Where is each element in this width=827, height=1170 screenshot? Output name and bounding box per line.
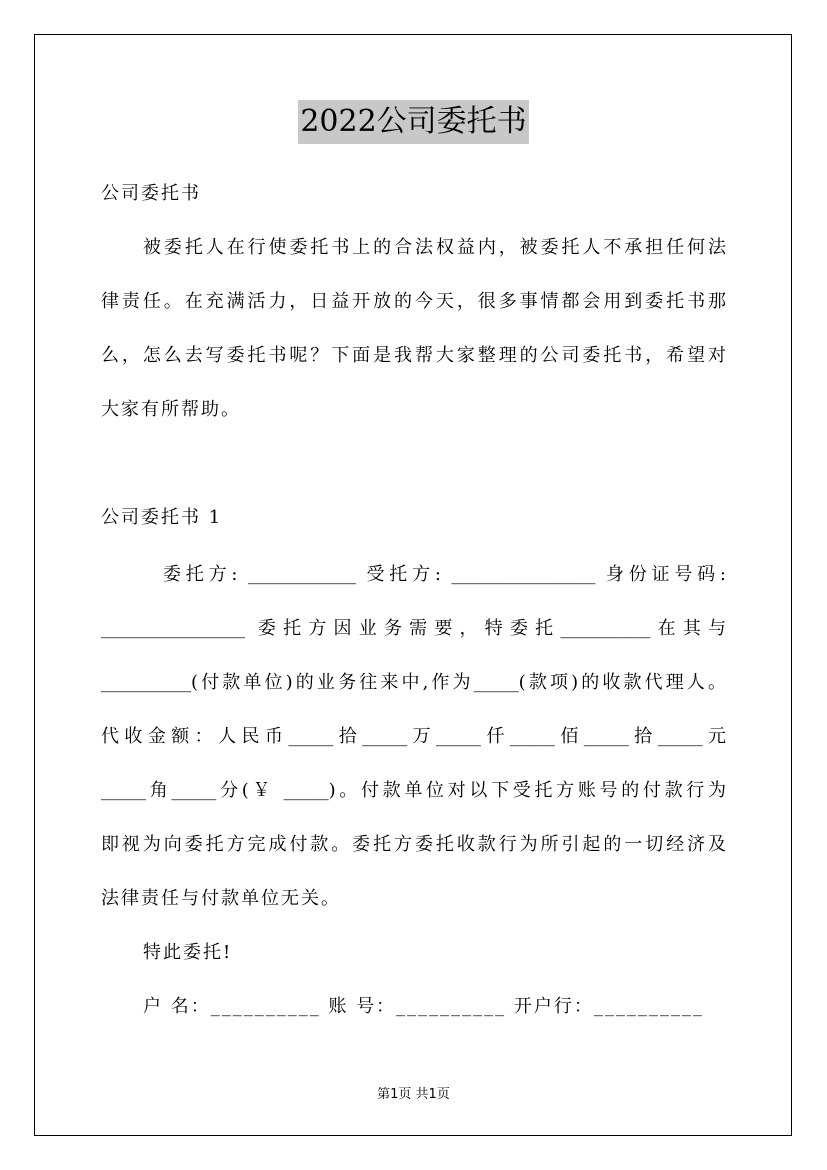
section-line: 委托方: ____________ 受托方: ________________ 身份证号码: (163, 564, 726, 585)
section-line: ________________ 委托方因业务需要，特委托__________在其与 (101, 618, 726, 639)
account-line: 户 名：__________ 账 号：__________ 开户行：__________ (143, 996, 704, 1017)
section-line: _____角_____分(￥ _____)。付款单位对以下受托方账号的付款行为 (101, 780, 726, 801)
section-line: __________(付款单位)的业务往来中,作为_____(款项)的收款代理人。 (101, 672, 726, 693)
section-line: 代收金额：人民币_____拾_____万_____仟_____佰_____拾_____元 (101, 726, 726, 747)
section-heading: 公司委托书 1 (101, 507, 223, 528)
intro-line: 被委托人在行使委托书上的合法权益内，被委托人不承担任何法 (143, 237, 726, 258)
closing-text: 特此委托! (143, 942, 233, 963)
document-title: 2022公司委托书 (298, 100, 528, 144)
intro-line: 大家有所帮助。 (101, 399, 241, 420)
title-wrap (0, 100, 827, 144)
intro-heading: 公司委托书 (101, 183, 201, 204)
page-number: 第1页 共1页 (377, 1087, 450, 1102)
section-line: 法律责任与付款单位无关。 (101, 888, 341, 909)
intro-line: 律责任。在充满活力，日益开放的今天，很多事情都会用到委托书那 (101, 291, 726, 312)
intro-line: 么，怎么去写委托书呢？下面是我帮大家整理的公司委托书，希望对 (101, 345, 726, 366)
section-line: 即视为向委托方完成付款。委托方委托收款行为所引起的一切经济及 (101, 834, 726, 855)
